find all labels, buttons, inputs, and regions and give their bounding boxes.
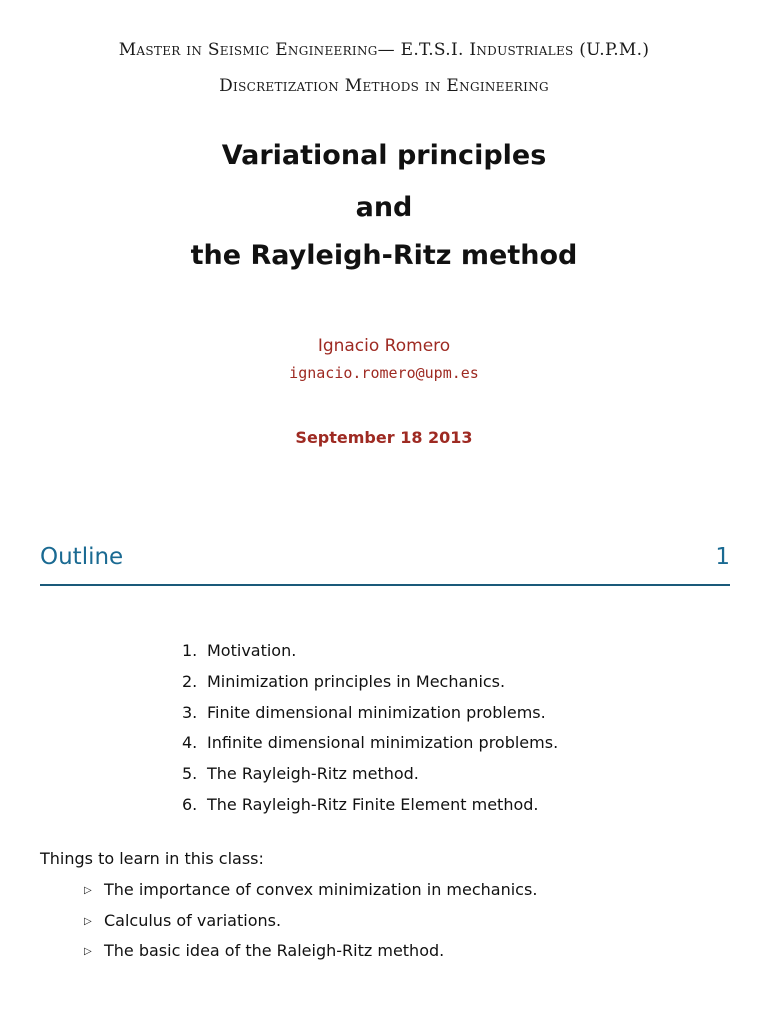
learn-item (84, 880, 537, 911)
outline-item (182, 764, 558, 795)
outline-number: 2. (182, 671, 198, 691)
outline-number: 5. (182, 764, 198, 784)
author-email: ignacio.romero@upm.es (289, 364, 479, 382)
triangle-right-icon: ▷ (84, 915, 92, 927)
program-header: Master in Seismic Engineering— E.T.S.I. Industriales (U.P.M.) (118, 40, 650, 60)
outline-item (182, 703, 558, 734)
section-title: Outline (40, 544, 124, 570)
outline-number: 4. (182, 733, 198, 753)
outline-text: Motivation. (207, 641, 297, 660)
outline-item (182, 641, 558, 672)
outline-text: Infinite dimensional minimization problems. (207, 733, 559, 753)
outline-text: Finite dimensional minimization problems. (207, 702, 546, 722)
learn-intro: Things to learn in this class: (40, 849, 264, 868)
outline-text: Minimization principles in Mechanics. (207, 671, 506, 691)
section-header (40, 544, 730, 586)
outline-item (182, 672, 558, 703)
outline-number: 1. (182, 641, 198, 660)
learn-item-text: The basic idea of the Raleigh-Ritz method. (104, 941, 445, 961)
outline-item (182, 733, 558, 764)
outline-number: 3. (182, 702, 198, 722)
title-line-3: the Rayleigh-Ritz method (190, 240, 578, 271)
outline-number: 6. (182, 794, 198, 814)
course-header: Discretization Methods in Engineering (219, 76, 549, 96)
triangle-right-icon: ▷ (84, 946, 92, 958)
slide-number: 1 (715, 544, 730, 570)
outline-text: The Rayleigh-Ritz method. (207, 764, 419, 784)
title-line-1: Variational principles (221, 140, 547, 171)
learn-item-text: Calculus of variations. (104, 910, 282, 930)
outline-text: The Rayleigh-Ritz Finite Element method. (207, 794, 539, 814)
outline-list (182, 641, 558, 826)
learn-item (84, 941, 537, 972)
talk-date: September 18 2013 (295, 428, 473, 447)
triangle-right-icon: ▷ (84, 885, 92, 896)
title-line-2: and (355, 192, 413, 223)
outline-item (182, 795, 558, 826)
learn-item-text: The importance of convex minimization in mechanics. (104, 880, 538, 899)
author-name: Ignacio Romero (317, 336, 451, 356)
learn-list (84, 880, 537, 972)
learn-item (84, 911, 537, 942)
